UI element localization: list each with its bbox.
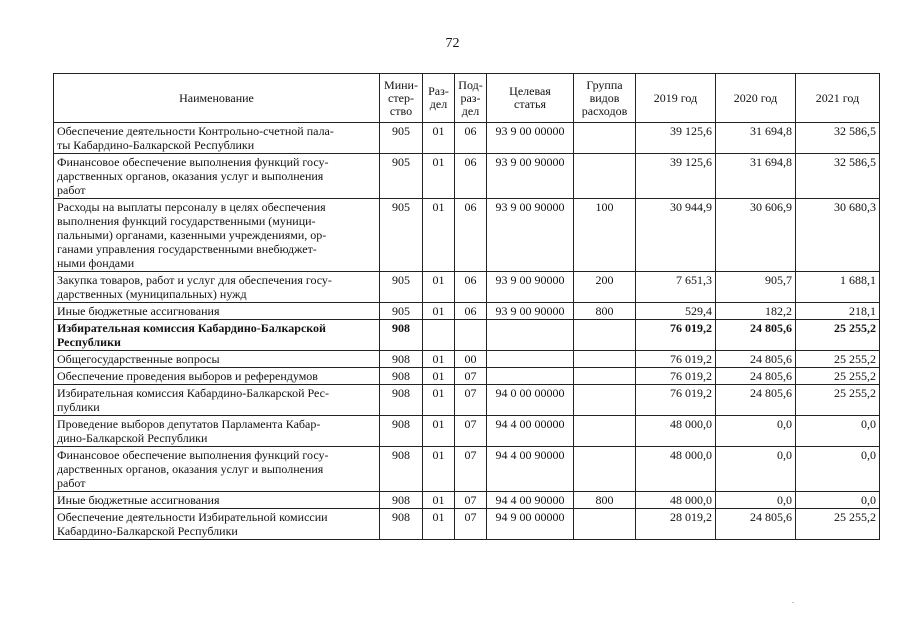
value-2021-cell: 32 586,5 [796,123,880,154]
expense-group-cell [574,123,636,154]
table-row [54,199,880,272]
header-year-2021: 2021 год [796,74,880,123]
value-2020-cell: 24 805,6 [716,351,796,368]
row-name-cell: Избирательная комиссия Кабардино-Балкарской Республики [54,320,380,351]
ministry-cell: 908 [380,447,423,492]
expense-group-cell [574,385,636,416]
value-2019-cell: 76 019,2 [636,351,716,368]
row-name-cell: Общегосударственные вопросы [54,351,380,368]
ministry-cell: 908 [380,320,423,351]
section-cell: 01 [423,416,455,447]
value-2020-cell: 30 606,9 [716,199,796,272]
value-2021-cell: 25 255,2 [796,509,880,540]
value-2020-cell: 0,0 [716,416,796,447]
value-2019-cell: 30 944,9 [636,199,716,272]
subsection-cell [455,320,487,351]
target-article-cell: 94 4 00 90000 [487,492,574,509]
value-2021-cell: 25 255,2 [796,351,880,368]
value-2019-cell: 529,4 [636,303,716,320]
value-2021-cell: 1 688,1 [796,272,880,303]
expense-group-cell [574,509,636,540]
expense-group-cell [574,368,636,385]
section-cell: 01 [423,368,455,385]
target-article-cell: 93 9 00 00000 [487,123,574,154]
expense-group-cell [574,447,636,492]
row-name-cell: Обеспечение проведения выборов и референдумов [54,368,380,385]
table-row [54,272,880,303]
value-2021-cell: 25 255,2 [796,320,880,351]
subsection-cell: 00 [455,351,487,368]
row-name-cell: Избирательная комиссия Кабардино-Балкарской Рес- публики [54,385,380,416]
value-2020-cell: 31 694,8 [716,123,796,154]
value-2020-cell: 24 805,6 [716,368,796,385]
value-2020-cell: 0,0 [716,492,796,509]
ministry-cell: 905 [380,303,423,320]
subsection-cell: 07 [455,416,487,447]
value-2019-cell: 76 019,2 [636,368,716,385]
value-2021-cell: 25 255,2 [796,368,880,385]
value-2021-cell: 0,0 [796,492,880,509]
expense-group-cell: 200 [574,272,636,303]
section-cell: 01 [423,447,455,492]
ministry-cell: 905 [380,199,423,272]
row-name-cell: Иные бюджетные ассигнования [54,492,380,509]
subsection-cell: 06 [455,154,487,199]
target-article-cell [487,320,574,351]
ministry-cell: 908 [380,416,423,447]
table-row [54,385,880,416]
subsection-cell: 07 [455,385,487,416]
table-row [54,351,880,368]
expense-group-cell [574,416,636,447]
row-name-cell: Обеспечение деятельности Контрольно-счетной пала- ты Кабардино-Балкарской Республики [54,123,380,154]
value-2021-cell: 0,0 [796,416,880,447]
header-year-2019: 2019 год [636,74,716,123]
subsection-cell: 06 [455,272,487,303]
expense-group-cell [574,154,636,199]
value-2020-cell: 31 694,8 [716,154,796,199]
ministry-cell: 908 [380,492,423,509]
header-subsection: Под- раз- дел [455,74,487,123]
expense-group-cell: 800 [574,303,636,320]
value-2019-cell: 48 000,0 [636,492,716,509]
page-number: 72 [445,36,460,51]
section-cell: 01 [423,351,455,368]
header-year-2020: 2020 год [716,74,796,123]
target-article-cell: 93 9 00 90000 [487,303,574,320]
table-row [54,303,880,320]
row-name-cell: Расходы на выплаты персоналу в целях обеспечения выполнения функций государственными (муници- пальными) органами, казенными учреждениями, ор- ганами управления государственными внебюджет- ными фондами [54,199,380,272]
expense-group-cell [574,320,636,351]
subsection-cell: 07 [455,492,487,509]
ministry-cell: 905 [380,123,423,154]
value-2019-cell: 76 019,2 [636,320,716,351]
table-row [54,509,880,540]
ministry-cell: 905 [380,272,423,303]
value-2019-cell: 7 651,3 [636,272,716,303]
subsection-cell: 06 [455,303,487,320]
target-article-cell: 93 9 00 90000 [487,154,574,199]
table-row [54,492,880,509]
value-2019-cell: 28 019,2 [636,509,716,540]
value-2020-cell: 24 805,6 [716,509,796,540]
header-section: Раз- дел [423,74,455,123]
ministry-cell: 908 [380,351,423,368]
expense-group-cell: 100 [574,199,636,272]
value-2020-cell: 0,0 [716,447,796,492]
table-row [54,368,880,385]
table-row [54,154,880,199]
value-2019-cell: 39 125,6 [636,123,716,154]
value-2019-cell: 76 019,2 [636,385,716,416]
header-ministry: Мини- стер- ство [380,74,423,123]
value-2019-cell: 48 000,0 [636,447,716,492]
section-cell: 01 [423,509,455,540]
header-expense-group: Группа видов расходов [574,74,636,123]
subsection-cell: 07 [455,368,487,385]
value-2021-cell: 30 680,3 [796,199,880,272]
subsection-cell: 06 [455,199,487,272]
target-article-cell: 94 4 00 00000 [487,416,574,447]
header-name: Наименование [54,74,380,123]
section-cell: 01 [423,123,455,154]
target-article-cell: 94 4 00 90000 [487,447,574,492]
section-cell: 01 [423,385,455,416]
expense-group-cell [574,351,636,368]
budget-table [53,73,880,540]
subsection-cell: 06 [455,123,487,154]
row-name-cell: Проведение выборов депутатов Парламента Кабар- дино-Балкарской Республики [54,416,380,447]
header-target-article: Целевая статья [487,74,574,123]
expense-group-cell: 800 [574,492,636,509]
value-2019-cell: 48 000,0 [636,416,716,447]
row-name-cell: Обеспечение деятельности Избирательной комиссии Кабардино-Балкарской Республики [54,509,380,540]
value-2021-cell: 25 255,2 [796,385,880,416]
target-article-cell [487,368,574,385]
corner-mark: . [792,596,794,605]
value-2020-cell: 24 805,6 [716,320,796,351]
target-article-cell: 93 9 00 90000 [487,272,574,303]
target-article-cell [487,351,574,368]
ministry-cell: 908 [380,368,423,385]
section-cell [423,320,455,351]
value-2020-cell: 24 805,6 [716,385,796,416]
section-cell: 01 [423,154,455,199]
row-name-cell: Иные бюджетные ассигнования [54,303,380,320]
subsection-cell: 07 [455,447,487,492]
ministry-cell: 908 [380,385,423,416]
section-cell: 01 [423,303,455,320]
table-row [54,320,880,351]
subsection-cell: 07 [455,509,487,540]
row-name-cell: Закупка товаров, работ и услуг для обеспечения госу- дарственных (муниципальных) нужд [54,272,380,303]
value-2019-cell: 39 125,6 [636,154,716,199]
value-2021-cell: 218,1 [796,303,880,320]
target-article-cell: 94 0 00 00000 [487,385,574,416]
table-body [54,123,880,540]
section-cell: 01 [423,272,455,303]
ministry-cell: 908 [380,509,423,540]
value-2020-cell: 182,2 [716,303,796,320]
target-article-cell: 93 9 00 90000 [487,199,574,272]
target-article-cell: 94 9 00 00000 [487,509,574,540]
ministry-cell: 905 [380,154,423,199]
value-2021-cell: 32 586,5 [796,154,880,199]
table-row [54,123,880,154]
row-name-cell: Финансовое обеспечение выполнения функций госу- дарственных органов, оказания услуг и выполнения работ [54,447,380,492]
table-header-row [54,74,880,123]
value-2021-cell: 0,0 [796,447,880,492]
section-cell: 01 [423,492,455,509]
table-row [54,416,880,447]
row-name-cell: Финансовое обеспечение выполнения функций госу- дарственных органов, оказания услуг и выполнения работ [54,154,380,199]
table-row [54,447,880,492]
value-2020-cell: 905,7 [716,272,796,303]
section-cell: 01 [423,199,455,272]
